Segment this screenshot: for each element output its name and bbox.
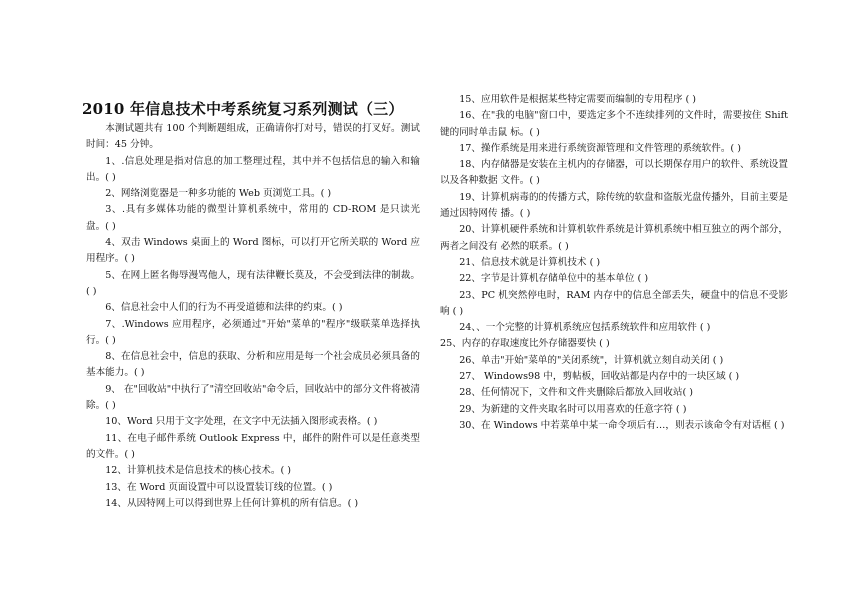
instructions: 本测试题共有 100 个判断题组成，正确请你打对号，错误的打叉好。测试时间：45 分钟。 [86, 123, 420, 151]
question-13: 13、在 Word 页面设置中可以设置装订线的位置。( ) [105, 481, 333, 493]
question-10: 10、Word 只用于文字处理，在文字中无法插入图形或表格。( ) [105, 416, 378, 428]
question-17: 17、操作系统是用来进行系统资源管理和文件管理的系统软件。( ) [459, 142, 741, 154]
question-26: 26、单击"开始"菜单的"关闭系统"，计算机就立刻自动关闭 ( ) [459, 354, 724, 366]
question-19: 19、计算机病毒的的传播方式，除传统的软盘和盗版光盘传播外，目前主要是通过因特网传 播。( ) [440, 191, 788, 220]
question-8: 8、在信息社会中，信息的获取、分析和应用是每一个社会成员必须具备的基本能力。( ) [86, 351, 420, 379]
question-1: 1、.信息处理是指对信息的加工整理过程，其中并不包括信息的输入和输出。( ) [86, 155, 420, 183]
left-column [86, 121, 420, 512]
question-15: 15、应用软件是根据某些特定需要而编制的专用程序 ( ) [459, 94, 697, 105]
question-12: 12、计算机技术是信息技术的核心技术。( ) [105, 465, 292, 477]
question-25: 25、内存的存取速度比外存储器要快 ( ) [440, 338, 610, 350]
question-27: 27、 Windows98 中，剪帖板，回收站都是内存中的一块区域 ( ) [459, 371, 740, 383]
question-16: 16、在"我的电脑"窗口中，要选定多个不连续排列的文件时，需要按住 Shift 键的同时单击鼠 标。( ) [440, 110, 788, 138]
question-30: 30、在 Windows 中若菜单中某一命令项后有…，则表示该命令有对话框 ( ) [459, 419, 785, 431]
page-title: 2010 年信息技术中考系统复习系列测试（三） [82, 100, 404, 118]
question-20: 20、计算机硬件系统和计算机软件系统是计算机系统中相互独立的两个部分，两者之间没有 必然的联系。( ) [440, 224, 788, 252]
question-5: 5、在网上匿名侮辱漫骂他人，现有法律鞭长莫及，不会受到法律的制裁。 ( ) [86, 269, 420, 297]
question-14: 14、从因特网上可以得到世界上任何计算机的所有信息。( ) [105, 497, 359, 509]
question-2: 2、网络浏览器是一种多功能的 Web 页浏览工具。( ) [105, 188, 332, 200]
question-7: 7、.Windows 应用程序，必须通过"开始"菜单的"程序"级联菜单选择执行。( ) [86, 318, 420, 346]
question-29: 29、为新建的文件夹取名时可以用喜欢的任意字符 ( ) [459, 403, 687, 415]
question-28: 28、任何情况下，文件和文件夹删除后都放入回收站( ) [459, 387, 693, 399]
question-4: 4、双击 Windows 桌面上的 Word 图标，可以打开它所关联的 Word 应用程序。( ) [86, 237, 420, 265]
question-11: 11、在电子邮件系统 Outlook Express 中，邮件的附件可以是任意类型的文件。( ) [86, 432, 420, 460]
question-6: 6、信息社会中人们的行为不再受道德和法律的约束。( ) [105, 302, 343, 314]
question-21: 21、信息技术就是计算机技术 ( ) [459, 256, 601, 268]
question-23: 23、PC 机突然停电时，RAM 内存中的信息全部丢失，硬盘中的信息不受影响 ( ) [440, 289, 788, 317]
question-24: 24、、一个完整的计算机系统应包括系统软件和应用软件 ( ) [459, 322, 711, 334]
question-22: 22、字节是计算机存储单位中的基本单位 ( ) [459, 273, 649, 285]
question-3: 3、.具有多媒体功能的微型计算机系统中，常用的 CD-ROM 是只读光盘。( ) [86, 204, 420, 232]
question-9: 9、 在"回收站"中执行了"清空回收站"命令后，回收站中的部分文件将被清除。( ) [86, 383, 420, 412]
question-18: 18、内存储器是安装在主机内的存储器，可以长期保存用户的软件、系统设置以及各种数据 文件。( ) [440, 159, 788, 187]
right-column [440, 92, 788, 434]
